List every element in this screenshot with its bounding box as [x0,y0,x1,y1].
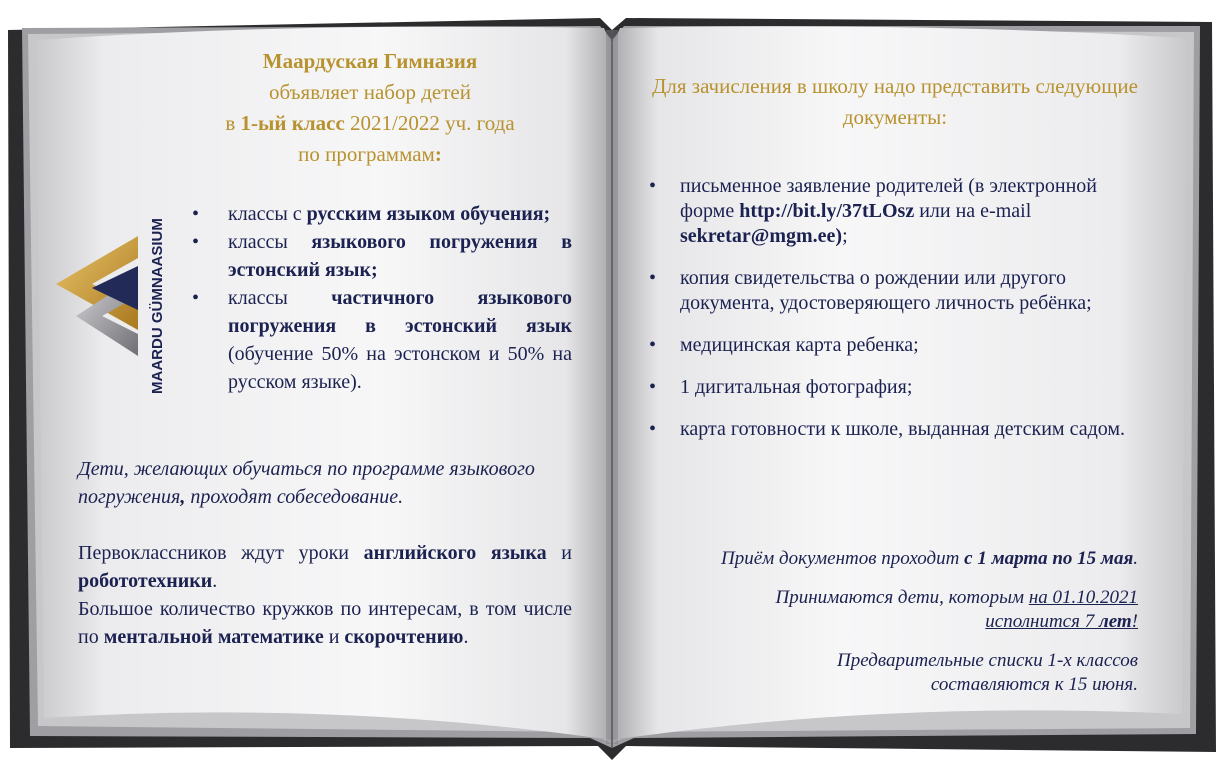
document-item: • 1 дигитальная фотография; [648,375,1148,400]
preliminary-lists-note [618,649,1138,697]
age-requirement: Принимаются дети, которым на 01.10.2021 исполнится 7 лет! [775,587,1138,632]
lessons-text: Первоклассников ждут уроки английского языка и робототехники. [78,542,572,592]
left-page-title [170,46,570,170]
interview-note: Дети, желающих обучаться по программе языкового погружения, проходят собеседование. [78,458,535,508]
documents-list [648,174,1148,459]
school-name: Маардуская Гимназия [262,49,478,73]
clubs-text: Большое количество кружков по интересам, в том числе по ментальной математике и скорочтению. [78,598,572,648]
application-link[interactable]: http://bit.ly/37tLOsz [739,200,915,222]
title-line-4: по программам: [298,142,442,166]
program-item: • классы частичного языкового погружения в эстонский язык (обучение 50% на эстонском и 50% на русском языке). [190,284,572,396]
submission-dates: Приём документов проходит с 1 марта по 15 мая. [721,548,1138,569]
secretary-email[interactable]: sekretar@mgm.ee) [680,225,843,247]
maardu-gymnasium-logo [52,206,170,398]
program-item: • классы с русским языком обучения; [190,200,572,228]
document-item: • медицинская карта ребенка; [648,333,1148,358]
title-line-2: объявляет набор детей [269,80,471,104]
logo-wordmark: MAARDU GÜMNAASIUM [149,218,166,394]
extras-paragraph [78,539,572,651]
title-line-3: в 1-ый класс 2021/2022 уч. года [225,111,515,135]
document-item: • письменное заявление родителей (в электронной форме http://bit.ly/37tLOsz или на e-mail sekretar@mgm.ee); [648,174,1148,249]
document-item: • копия свидетельства о рождении или другого документа, удостоверяющего личность ребёнка; [648,266,1148,316]
lists-line-1: Предварительные списки 1-х классов [837,650,1138,671]
lists-line-2: составляются к 15 июня. [930,674,1138,695]
program-list [190,200,572,396]
program-item: • классы языкового погружения в эстонский язык; [190,228,572,284]
document-item: • карта готовности к школе, выданная детским садом. [648,417,1148,442]
right-page-title: Для зачисления в школу надо представить следующие документы: [652,74,1138,129]
